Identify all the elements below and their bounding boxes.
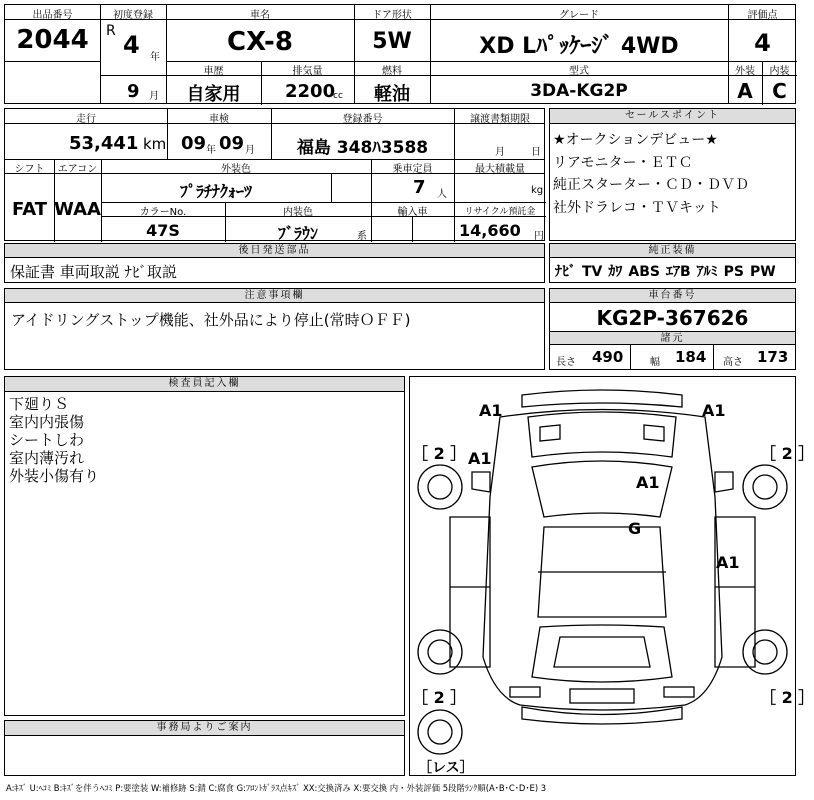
inspection-month: 09 (219, 133, 245, 154)
mark-right-door: A1 (716, 553, 740, 572)
int-color-label: 内装色 (283, 207, 313, 218)
color-no-label: カラーNo. (139, 207, 187, 218)
chassis-panel (549, 288, 796, 370)
shift-label: シフト (14, 164, 45, 175)
lot-number: 2044 (16, 25, 89, 55)
capacity-label: 乗車定員 (392, 164, 433, 175)
grade: XD Lﾊﾟｯｹｰｼﾞ 4WD (479, 34, 679, 59)
mark-glass: G (628, 519, 642, 538)
equipment-item: ｶﾜ (608, 264, 623, 280)
car-name: CX-8 (227, 27, 293, 57)
inspector-note: 下廻りＳ (9, 395, 70, 413)
reg-no: 福島 348ﾊ3588 (296, 138, 429, 158)
delivery-text: 保証書 車両取説 ﾅﾋﾞ取説 (10, 263, 178, 281)
mark-front-right: A1 (702, 401, 726, 420)
lot-label: 出品番号 (32, 10, 73, 21)
equipment-item: ABS (628, 264, 660, 280)
width: 184 (675, 348, 707, 366)
mileage: 53,441 (69, 133, 139, 154)
score: 4 (754, 29, 771, 57)
transfer-day: 日 (531, 147, 541, 158)
recycle-fee: 14,660 (459, 221, 521, 240)
notes-panel (4, 288, 545, 370)
ac-label: エアコン (57, 164, 98, 175)
grade-label: グレード (559, 10, 599, 21)
sales-point-item: ★オークションデビュー★ (553, 132, 718, 148)
width-label: 幅 (650, 357, 660, 368)
sales-point-item: 純正スターター・ＣＤ・ＤＶＤ (553, 177, 749, 193)
recycle-label: リサイクル預託金 (464, 207, 536, 217)
tire-rear-left: ［ 2 ］ (412, 688, 467, 707)
recycle-unit: 円 (534, 231, 544, 242)
inspector-note: シートしわ (9, 431, 85, 449)
door-type: 5W (372, 29, 412, 54)
int-label: 内装 (769, 66, 790, 77)
height-label: 高さ (723, 357, 743, 368)
fuel-label: 燃料 (382, 66, 402, 77)
ext-label: 外装 (735, 66, 755, 77)
sales-point-item: リアモニター・ＥＴＣ (553, 154, 693, 171)
km-unit: km (143, 135, 167, 153)
reg-month: 9 (127, 81, 140, 102)
dims-label: 諸元 (550, 331, 795, 345)
chassis-number: KG2P-367626 (596, 306, 749, 330)
load-unit: kg (531, 185, 544, 196)
equipment-item: TV (582, 264, 603, 280)
inspector-panel (4, 376, 405, 716)
spare-tire: ［レス］ (418, 760, 474, 776)
equipment-item: ｴｱB (665, 264, 691, 280)
capacity: 7 (413, 177, 426, 198)
car-name-label: 車名 (250, 10, 270, 21)
transfer-month: 月 (495, 147, 505, 158)
equipment-panel (549, 243, 796, 283)
reg-no-label: 登録番号 (342, 114, 383, 125)
color-no: 47S (146, 221, 180, 240)
ext-color: ﾌﾟﾗﾁﾅｸｫｰﾂ (179, 182, 252, 201)
chassis-label: 車台番号 (550, 289, 795, 303)
reg-year: 4 (123, 31, 140, 59)
int-color: ﾌﾞﾗｳﾝ (277, 224, 318, 243)
month-unit: 月 (149, 91, 159, 102)
equipment-item: PS (723, 264, 744, 280)
tire-front-left: ［ 2 ］ (412, 444, 467, 463)
equipment-item: PW (750, 264, 776, 280)
door-label: ドア形状 (372, 10, 412, 21)
tire-rear-right: ［ 2 ］ (760, 688, 814, 707)
int-color-unit: 系 (357, 231, 367, 242)
inspection-year: 09 (181, 133, 207, 154)
delivery-label: 後日発送部品 (5, 244, 544, 258)
year-unit: 年 (150, 52, 160, 63)
office-panel (4, 720, 405, 776)
history-label: 車歴 (203, 66, 224, 77)
mark-front-left: A1 (479, 401, 503, 420)
ext-grade: A (737, 79, 753, 103)
office-label: 事務局よりご案内 (5, 721, 404, 736)
score-label: 評価点 (747, 10, 778, 21)
sales-point-item: 社外ドラレコ・ＴＶキット (553, 199, 721, 216)
model-label: 型式 (569, 66, 589, 77)
inspector-note: 外装小傷有り (9, 467, 100, 485)
first-reg-label: 初度登録 (113, 10, 153, 21)
length: 490 (592, 348, 624, 366)
ac: WAA (54, 199, 101, 220)
equipment-label: 純正装備 (550, 244, 795, 258)
height: 173 (757, 348, 789, 366)
int-grade: C (772, 79, 787, 103)
cc-unit: cc (333, 91, 343, 101)
displacement-label: 排気量 (292, 66, 323, 77)
inspector-note: 室内内張傷 (9, 413, 85, 431)
shift: FAT (11, 199, 48, 220)
history: 自家用 (186, 84, 241, 105)
sales-points-label: セールスポイント (550, 109, 795, 124)
model: 3DA-KG2P (530, 81, 628, 101)
mileage-label: 走行 (76, 114, 96, 125)
inspection-year-unit: 年 (206, 145, 216, 156)
length-label: 長さ (556, 357, 576, 368)
inspector-note: 室内薄汚れ (9, 449, 85, 467)
fuel: 軽油 (374, 84, 410, 105)
sales-points-panel (549, 108, 796, 241)
mark-left-fender: A1 (468, 449, 492, 468)
specs-panel (4, 108, 545, 241)
notes-text: アイドリングストップ機能、社外品により停止(常時ＯＦＦ) (11, 311, 411, 329)
mark-roof: A1 (636, 473, 660, 492)
inspector-label: 検査員記入欄 (5, 377, 404, 392)
header-panel (4, 4, 796, 104)
equipment-item: ｱﾙﾐ (696, 264, 718, 280)
import-label: 輸入車 (397, 207, 428, 218)
damage-diagram (409, 376, 814, 776)
transfer-label: 譲渡書類期限 (470, 114, 530, 125)
legend: A:ｷｽﾞ U:ﾍｺﾐ B:ｷｽﾞを伴うﾍｺﾐ P:要塗装 W:補修跡 S:錆 C:腐食 G:ﾌﾛﾝﾄｶﾞﾗｽ点ｷｽﾞ XX:交換済み X:要交換 内・外装評価 5段階ﾗﾝｸ順(A･B･C･D･E) 3 (6, 783, 547, 793)
tire-front-right: ［ 2 ］ (760, 444, 814, 463)
capacity-unit: 人 (437, 189, 447, 200)
displacement: 2200 (285, 81, 336, 102)
ext-color-label: 外装色 (221, 164, 251, 175)
inspection-month-unit: 月 (245, 145, 255, 156)
delivery-panel (4, 243, 545, 283)
era: R (106, 23, 116, 39)
equipment-item: ﾅﾋﾞ (555, 264, 576, 280)
notes-label: 注意事項欄 (5, 289, 544, 303)
load-label: 最大積載量 (475, 164, 525, 175)
inspection-label: 車検 (209, 114, 229, 125)
